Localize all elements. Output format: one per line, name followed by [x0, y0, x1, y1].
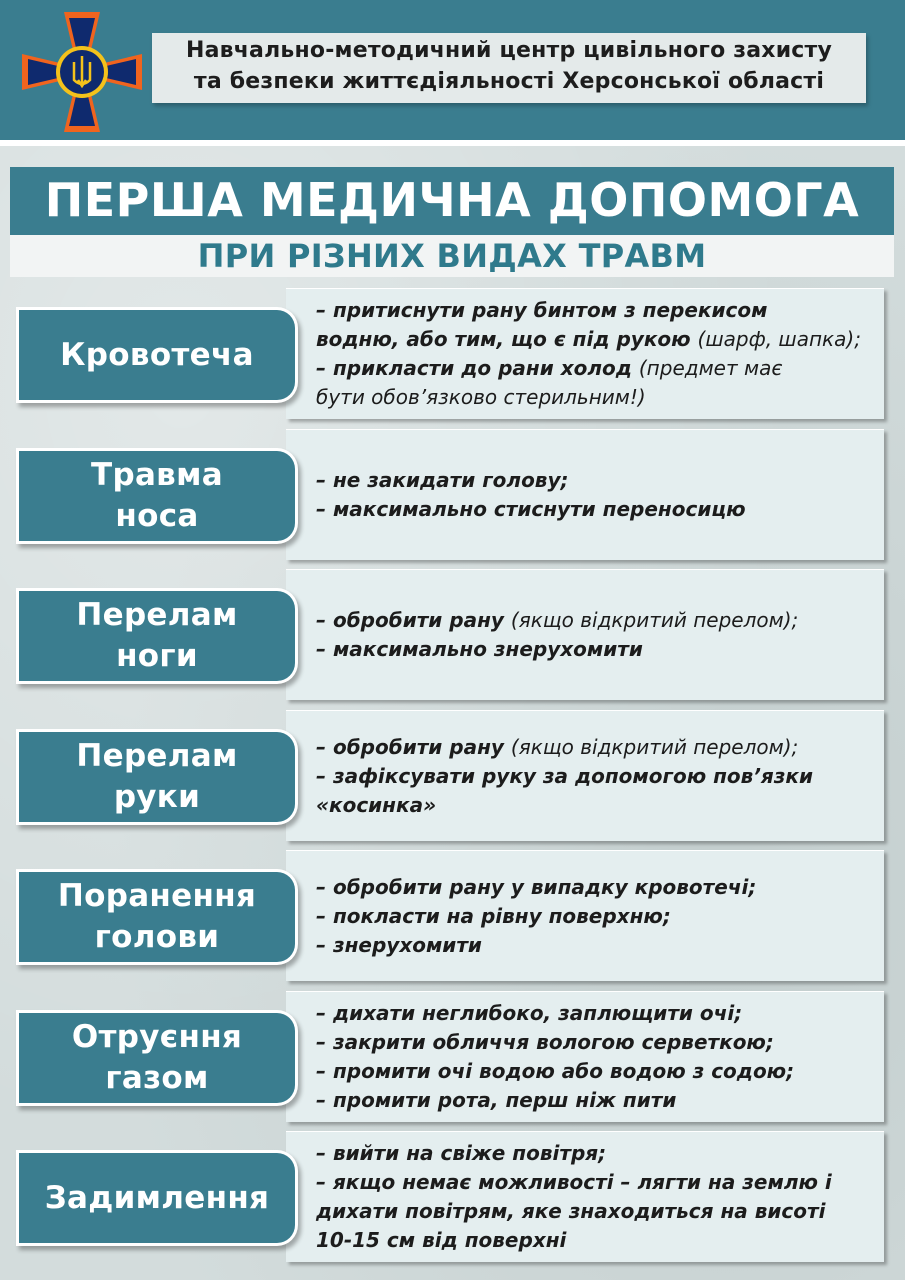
instruction-line	[316, 1197, 876, 1226]
instruction-line	[316, 1168, 876, 1197]
first-aid-instructions	[316, 430, 876, 560]
organization-name-box	[152, 33, 866, 103]
injury-type-name: Перелам ноги	[76, 597, 238, 674]
injury-type-label	[19, 1153, 295, 1243]
instruction-line	[316, 383, 876, 412]
instruction-text: – промити очі водою або водою з содою;	[316, 1059, 795, 1083]
instruction-text: – прикласти до рани холод	[316, 356, 639, 380]
instruction-line	[316, 1057, 876, 1086]
injury-type-label	[19, 1013, 295, 1103]
instruction-text: дихати повітрям, яке знаходиться на висоті	[316, 1199, 826, 1223]
instruction-text: «косинка»	[316, 792, 437, 817]
instruction-text: (якщо відкритий перелом);	[510, 734, 799, 759]
instruction-text: (якщо відкритий перелом);	[510, 608, 799, 632]
instruction-line	[316, 1028, 876, 1057]
first-aid-instructions	[316, 1132, 876, 1262]
first-aid-instructions-box	[286, 850, 884, 981]
subtitle-band	[10, 235, 894, 277]
instruction-text: – обробити рану	[316, 608, 511, 632]
instruction-line	[316, 635, 876, 664]
instruction-text: (шарф, шапка);	[697, 327, 861, 351]
instruction-text: бути обов’язково стерильним!)	[316, 385, 646, 409]
instruction-text: – якщо немає можливості – лягти на землю і	[316, 1170, 832, 1194]
instruction-line	[316, 296, 876, 325]
instruction-line	[316, 495, 876, 524]
instruction-line	[316, 1139, 876, 1168]
first-aid-instructions	[316, 851, 876, 981]
instruction-text: – промити рота, перш ніж пити	[316, 1088, 677, 1112]
title-band	[10, 167, 894, 235]
page-title: ПЕРША МЕДИЧНА ДОПОМОГА	[44, 173, 860, 227]
injury-row	[0, 429, 905, 564]
instruction-text: (предмет має	[638, 356, 783, 380]
instruction-line	[316, 606, 876, 635]
injury-type-label	[19, 591, 295, 681]
injury-type-label	[19, 310, 295, 400]
instruction-text: 10-15 см від поверхні	[316, 1228, 567, 1252]
instruction-text: – вийти на свіже повітря;	[316, 1141, 607, 1165]
injury-row	[0, 991, 905, 1126]
first-aid-instructions-box	[286, 1131, 884, 1262]
emergency-service-cross-icon	[22, 12, 142, 132]
instruction-line	[316, 902, 876, 931]
first-aid-instructions-box	[286, 710, 884, 841]
first-aid-instructions	[316, 289, 876, 419]
first-aid-instructions	[316, 992, 876, 1122]
instruction-text: – обробити рану у випадку кровотечі;	[316, 874, 757, 899]
instruction-text: – покласти на рівну поверхню;	[316, 903, 671, 928]
page-subtitle: ПРИ РІЗНИХ ВИДАХ ТРАВМ	[197, 237, 707, 275]
first-aid-instructions	[316, 570, 876, 700]
injury-type-name: Задимлення	[44, 1179, 270, 1216]
instruction-line	[316, 354, 876, 383]
instruction-text: – знерухомити	[316, 932, 482, 957]
organization-name-line-2: та безпеки життєдіяльності Херсонської області	[193, 69, 825, 94]
injury-type-name: Перелам руки	[76, 738, 238, 815]
instruction-line	[316, 1086, 876, 1115]
organization-name-line-1: Навчально-методичний центр цивільного захисту	[185, 38, 833, 63]
instruction-line	[316, 325, 876, 354]
instruction-line	[316, 733, 876, 762]
first-aid-instructions-box	[286, 569, 884, 700]
instruction-line	[316, 873, 876, 902]
injury-row	[0, 850, 905, 985]
injury-type-label	[19, 451, 295, 541]
injury-type-name: Поранення голови	[57, 878, 257, 955]
instruction-line	[316, 999, 876, 1028]
injury-row	[0, 288, 905, 423]
first-aid-instructions-box	[286, 288, 884, 419]
instruction-text: – обробити рану	[316, 734, 511, 759]
instruction-line	[316, 931, 876, 960]
instruction-text: – притиснути рану бинтом з перекисом	[316, 298, 768, 322]
injury-row	[0, 1131, 905, 1266]
instruction-text: – максимально знерухомити	[316, 637, 643, 661]
instruction-text: – закрити обличчя вологою серветкою;	[316, 1030, 774, 1054]
instruction-text: водню, або тим, що є під рукою	[316, 327, 698, 351]
first-aid-instructions-box	[286, 991, 884, 1122]
instruction-text: – не закидати голову;	[316, 468, 569, 492]
injury-row	[0, 710, 905, 845]
instruction-line	[316, 1226, 876, 1255]
first-aid-instructions	[316, 711, 876, 841]
instruction-text: – зафіксувати руку за допомогою пов’язки	[316, 763, 813, 788]
injury-type-name: Травма носа	[91, 457, 223, 534]
injury-type-name: Кровотеча	[60, 336, 254, 373]
instruction-text: – максимально стиснути переносицю	[316, 497, 746, 521]
instruction-line	[316, 466, 876, 495]
injury-row	[0, 569, 905, 704]
injury-type-name: Отруєння газом	[71, 1019, 243, 1096]
injury-type-label	[19, 872, 295, 962]
header-bar	[0, 0, 905, 146]
instruction-line	[316, 762, 876, 791]
instruction-text: – дихати неглибоко, заплющити очі;	[316, 1001, 743, 1025]
injury-type-label	[19, 732, 295, 822]
instruction-line	[316, 791, 876, 820]
first-aid-instructions-box	[286, 429, 884, 560]
